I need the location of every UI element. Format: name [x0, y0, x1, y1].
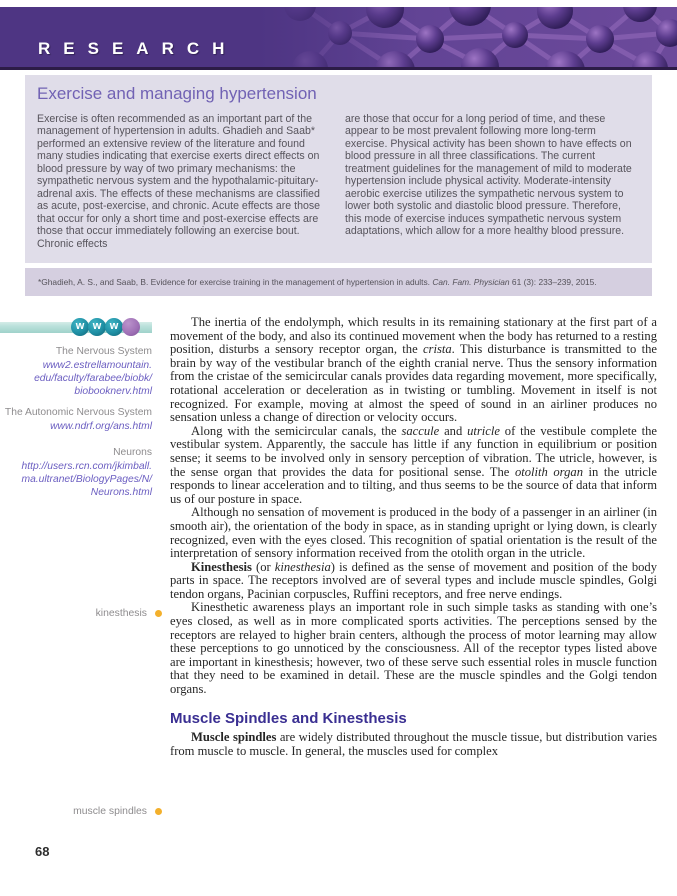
margin-term-muscle-spindles	[0, 806, 162, 817]
www-logo	[72, 318, 140, 336]
weblink-url-line[interactable]: biobooknerv.html	[74, 385, 152, 397]
body-paragraph: Kinesthetic awareness plays an important role in such simple tasks as standing with one’s eyes closed, as well as in more complicated sports activities. The perceptions sensed by the receptors are relayed to higher brain centers, although the process of motor learning may allow these perceptions to go unnoticed by the consciousness. All of the receptor types listed above are important in kinesthesis; however, two of these serve such essential roles in muscle function that they need to be examined in detail. These are the muscle spindles and the Golgi tendon organs.	[170, 600, 657, 697]
body-paragraph: The inertia of the endolymph, which results in its remaining stationary at the first part of a movement of the body, and also its continued movement when the body has returned to a resting position, disturbs a sensory receptor organ, the crista. This disturbance is transmitted to the brain by way of the vestibular branch of the eighth cranial nerve. Thus the sensory information from the cristae of the semicircular canals provides data regarding movement, more specifically, rotational acceleration or deceleration as in twisting or tumbling. Movement in itself is not recognized. For example, moving at almost the speed of sound in an airliner produces no sensation unless a change of direction or velocity occurs.	[170, 315, 658, 425]
margin-term-label: kinesthesis	[95, 608, 147, 619]
banner-title: RESEARCH	[38, 39, 238, 58]
weblink-url-line[interactable]: ma.ultranet/BiologyPages/N/	[21, 473, 152, 485]
margin-term-kinesthesis	[0, 608, 162, 619]
weblink-label: The Nervous System	[55, 346, 152, 357]
www-logo-circle: w	[105, 318, 123, 336]
section-heading: Muscle Spindles and Kinesthesis	[170, 709, 407, 727]
research-column-right: are those that occur for a long period of time, and these appear to be most prevalent following more long-term exercise. Physical activity has been shown to have effects on blood pressure in all three classifications. The current treatment guidelines for the management of mild to moderate hypertension include physical activity. Moderate-intensity aerobic exercise utilizes the sympathetic nervous system to lower both systolic and diastolic blood pressure. Therefore, this mode of exercise induces sympathetic nervous system adaptations, which allow for a more healthy blood pressure.	[345, 113, 632, 238]
weblink-url-line[interactable]: www2.estrellamountain.	[42, 360, 152, 371]
weblink-group-neurons	[0, 446, 152, 499]
research-box	[25, 75, 652, 263]
research-footnote	[25, 268, 652, 296]
weblink-group-nervous-system	[0, 345, 152, 398]
weblink-url-line[interactable]: Neurons.html	[90, 486, 152, 498]
weblink-label: The Autonomic Nervous System	[4, 407, 152, 418]
body-paragraph: Kinesthesis (or kinesthesia) is defined as the sense of movement and position of the body parts in space. The receptors involved are of several types and include muscle spindles, Golgi tendon organs, Pacinian corpuscles, Ruffini receptors, and free nerve endings.	[170, 559, 658, 601]
key-term-dot-icon	[155, 610, 162, 617]
body-paragraph: Along with the semicircular canals, the saccule and utricle of the vestibule complete the vestibular system. Apparently, the saccule has little if any function in equilibrium or position sense; it seems to be involved only in sensory perception of vibration. The utricle, however, is the sense organ that provides the data for positional sense. The otolith organ in the utricle responds to linear acceleration and to tilting, and thus seems to be the source of data that inform us of our posture in space.	[170, 423, 658, 506]
page-number: 68	[35, 844, 50, 859]
body-paragraph: Muscle spindles are widely distributed throughout the muscle tissue, but distribution varies from muscle to muscle. In general, the muscles used for complex	[170, 730, 657, 758]
weblink-url-line[interactable]: www.ndrf.org/ans.html	[50, 421, 152, 432]
weblink-url-line[interactable]: http://users.rcn.com/jkimball.	[21, 461, 152, 472]
weblink-group-autonomic-nervous-system	[0, 406, 152, 434]
body-paragraph: Although no sensation of movement is produced in the body of a passenger in an airliner (in smooth air), the orientation of the body in space, as in standing upright or lying down, is clearly recognized, even with the eyes closed. This recognition of spatial orientation is the result of the interpretation of sensory information received from the otolith organ in the utricle.	[170, 505, 657, 561]
research-column-left: Exercise is often recommended as an important part of the management of hypertension in adults. Ghadieh and Saab* performed an extensive review of the literature and found many studies indicating that exercise exerts direct effects on blood pressure by way of two primary mechanisms: the sympathetic nervous system and the hypothalamic-pituitary-adrenal axis. The effects of these mechanisms are classified as acute, post-exercise, and chronic. Acute effects are those that occur for only a short time and post-exercise effects are those that occur immediately following an exercise bout. Chronic effects	[37, 113, 321, 250]
key-term-dot-icon	[155, 808, 162, 815]
research-box-title: Exercise and managing hypertension	[37, 84, 317, 103]
research-banner	[0, 7, 677, 70]
www-logo-circle: w	[71, 318, 89, 336]
margin-term-label: muscle spindles	[73, 806, 147, 817]
weblink-url-line[interactable]: edu/faculty/farabee/biobk/	[34, 372, 152, 384]
weblink-label: Neurons	[113, 447, 152, 458]
www-logo-purple-circle	[122, 318, 140, 336]
main-text-column	[170, 316, 657, 758]
footnote-citation: *Ghadieh, A. S., and Saab, B. Evidence for exercise training in the management of hypertension in adults. Can. Fam. Physician 61 (3): 233–239, 2015.	[38, 277, 597, 287]
www-logo-circle: w	[88, 318, 106, 336]
